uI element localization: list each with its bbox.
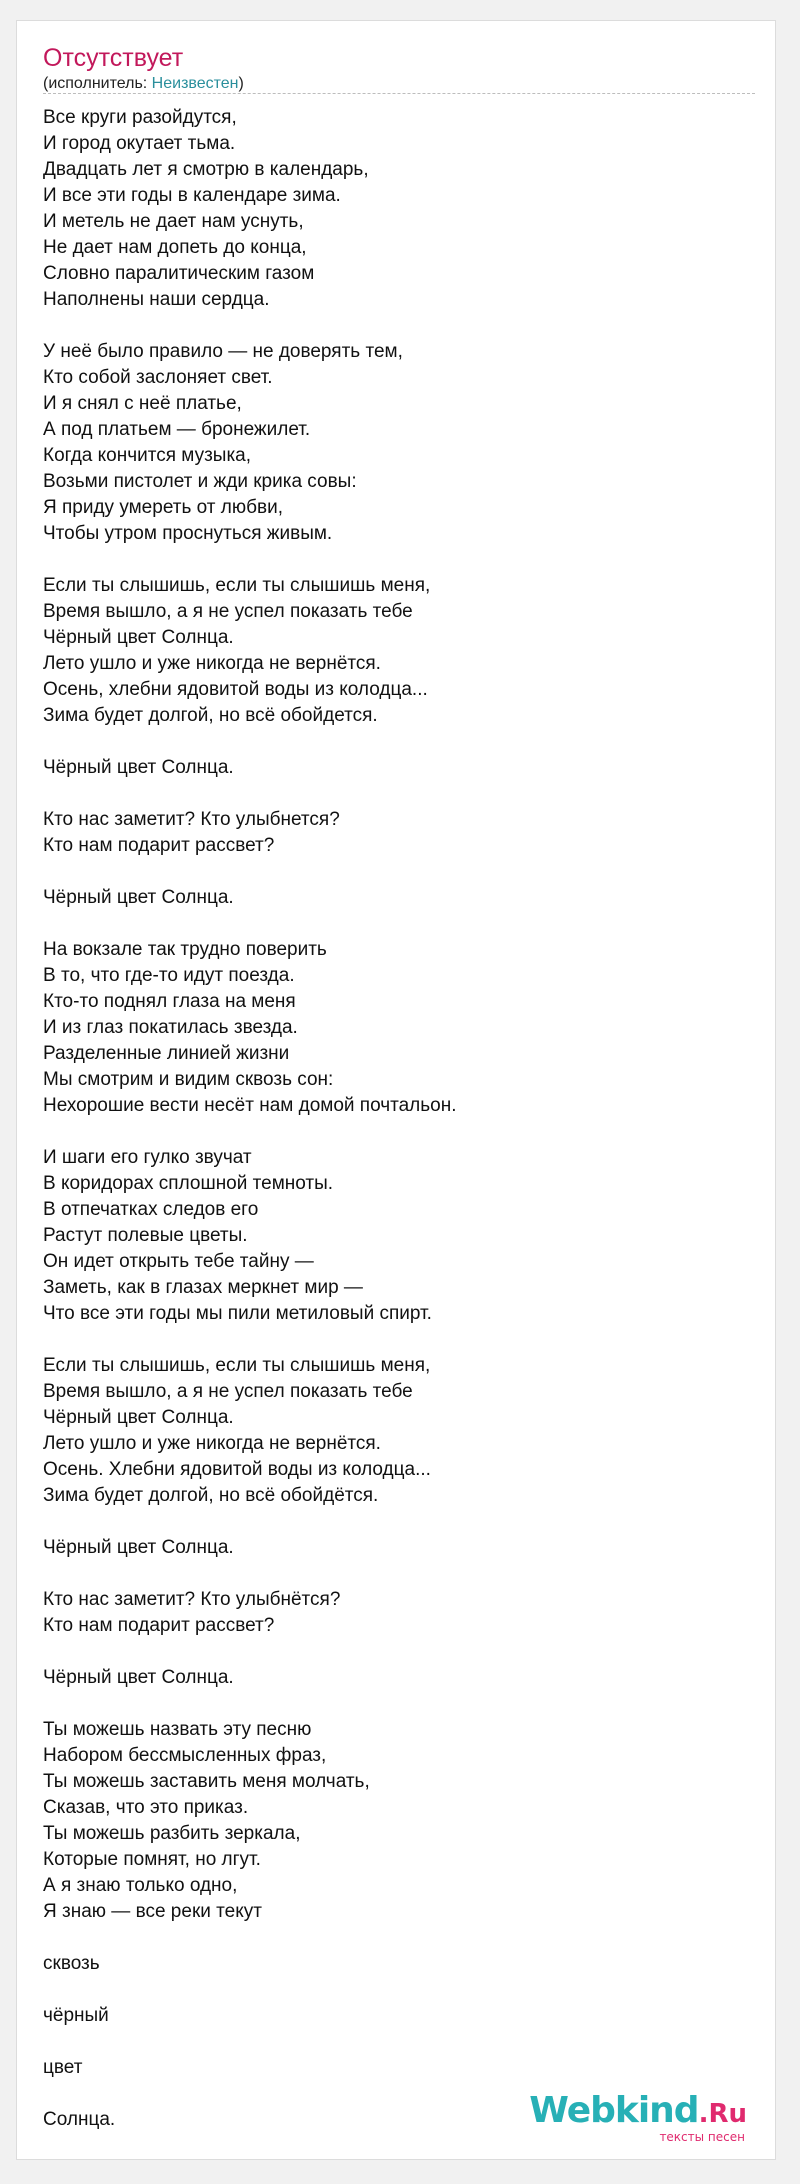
- lyrics-stanza: [43, 1535, 743, 1561]
- lyrics-line: Он идет открыть тебе тайну —: [43, 1251, 314, 1272]
- logo-name: Webkind: [529, 2090, 699, 2131]
- lyrics-stanza: [43, 1951, 743, 1977]
- lyrics-line: Осень. Хлебни ядовитой воды из колодца...: [43, 1459, 431, 1480]
- lyrics-stanza: [43, 573, 743, 729]
- artist-line: [43, 74, 244, 94]
- song-title: Отсутствует: [43, 44, 184, 72]
- lyrics-stanza: [43, 105, 743, 313]
- logo-wordmark: [529, 2092, 747, 2133]
- lyrics-line: Словно паралитическим газом: [43, 263, 315, 284]
- lyrics-line: И шаги его гулко звучат: [43, 1147, 252, 1168]
- lyrics-line: Если ты слышишь, если ты слышишь меня,: [43, 575, 431, 596]
- lyrics-line: А я знаю только одно,: [43, 1875, 238, 1896]
- logo-tagline: тексты песен: [659, 2130, 745, 2144]
- lyrics-line: Заметь, как в глазах меркнет мир —: [43, 1277, 363, 1298]
- artist-suffix: ): [238, 75, 244, 92]
- lyrics-line: цвет: [43, 2057, 83, 2078]
- lyrics-line: Чёрный цвет Солнца.: [43, 887, 234, 908]
- lyrics-line: Мы смотрим и видим сквозь сон:: [43, 1069, 334, 1090]
- lyrics-line: На вокзале так трудно поверить: [43, 939, 327, 960]
- lyrics-line: Сказав, что это приказ.: [43, 1797, 249, 1818]
- lyrics-line: Ты можешь разбить зеркала,: [43, 1823, 301, 1844]
- lyrics-stanza: [43, 937, 743, 1119]
- lyrics-line: В отпечатках следов его: [43, 1199, 259, 1220]
- lyrics-line: Кто нам подарит рассвет?: [43, 835, 275, 856]
- lyrics-line: Двадцать лет я смотрю в календарь,: [43, 159, 369, 180]
- artist-prefix: (исполнитель:: [43, 75, 152, 92]
- site-logo[interactable]: [529, 2092, 747, 2143]
- lyrics-line: И город окутает тьма.: [43, 133, 236, 154]
- lyrics-line: Чтобы утром проснуться живым.: [43, 523, 333, 544]
- lyrics-line: Лето ушло и уже никогда не вернётся.: [43, 653, 381, 674]
- lyrics-line: И я снял с неё платье,: [43, 393, 242, 414]
- lyrics-line: Зима будет долгой, но всё обойдется.: [43, 705, 378, 726]
- lyrics-line: Кто-то поднял глаза на меня: [43, 991, 296, 1012]
- lyrics-line: Набором бессмысленных фраз,: [43, 1745, 327, 1766]
- lyrics-line: Чёрный цвет Солнца.: [43, 627, 234, 648]
- lyrics-stanza: [43, 807, 743, 859]
- lyrics-stanza: [43, 1353, 743, 1509]
- lyrics-line: Время вышло, а я не успел показать тебе: [43, 1381, 413, 1402]
- lyrics-line: Чёрный цвет Солнца.: [43, 757, 234, 778]
- lyrics-line: Я приду умереть от любви,: [43, 497, 283, 518]
- lyrics-line: В то, что где-то идут поезда.: [43, 965, 295, 986]
- lyrics-line: У неё было правило — не доверять тем,: [43, 341, 403, 362]
- lyrics-stanza: [43, 1145, 743, 1327]
- lyrics-line: А под платьем — бронежилет.: [43, 419, 311, 440]
- artist-link[interactable]: Неизвестен: [151, 75, 239, 92]
- lyrics-line: Чёрный цвет Солнца.: [43, 1667, 234, 1688]
- lyrics-stanza: [43, 1665, 743, 1691]
- lyrics-line: Ты можешь заставить меня молчать,: [43, 1771, 370, 1792]
- lyrics-line: И метель не дает нам уснуть,: [43, 211, 304, 232]
- lyrics-line: Возьми пистолет и жди крика совы:: [43, 471, 357, 492]
- lyrics-line: Осень, хлебни ядовитой воды из колодца...: [43, 679, 428, 700]
- lyrics-line: И из глаз покатилась звезда.: [43, 1017, 298, 1038]
- lyrics-card: [16, 20, 776, 2160]
- lyrics-line: Разделенные линией жизни: [43, 1043, 290, 1064]
- lyrics-line: Кто нас заметит? Кто улыбнётся?: [43, 1589, 341, 1610]
- lyrics-line: Растут полевые цветы.: [43, 1225, 248, 1246]
- lyrics-line: Все круги разойдутся,: [43, 107, 237, 128]
- lyrics-stanza: [43, 1717, 743, 1925]
- lyrics-stanza: [43, 2003, 743, 2029]
- logo-tld: .Ru: [698, 2099, 747, 2129]
- lyrics-stanza: [43, 1587, 743, 1639]
- lyrics-line: Чёрный цвет Солнца.: [43, 1537, 234, 1558]
- lyrics-body: [43, 105, 743, 2133]
- lyrics-line: Зима будет долгой, но всё обойдётся.: [43, 1485, 379, 1506]
- lyrics-line: Лето ушло и уже никогда не вернётся.: [43, 1433, 381, 1454]
- lyrics-line: Что все эти годы мы пили метиловый спирт.: [43, 1303, 432, 1324]
- lyrics-line: Ты можешь назвать эту песню: [43, 1719, 312, 1740]
- lyrics-line: Кто нас заметит? Кто улыбнется?: [43, 809, 340, 830]
- lyrics-line: Кто собой заслоняет свет.: [43, 367, 273, 388]
- lyrics-line: Кто нам подарит рассвет?: [43, 1615, 275, 1636]
- lyrics-stanza: [43, 885, 743, 911]
- lyrics-line: Если ты слышишь, если ты слышишь меня,: [43, 1355, 431, 1376]
- lyrics-line: чёрный: [43, 2005, 109, 2026]
- lyrics-line: Которые помнят, но лгут.: [43, 1849, 261, 1870]
- lyrics-line: сквозь: [43, 1953, 100, 1974]
- lyrics-line: Наполнены наши сердца.: [43, 289, 270, 310]
- lyrics-line: Время вышло, а я не успел показать тебе: [43, 601, 413, 622]
- lyrics-stanza: [43, 339, 743, 547]
- lyrics-line: Нехорошие вести несёт нам домой почтальон.: [43, 1095, 457, 1116]
- lyrics-stanza: [43, 2055, 743, 2081]
- lyrics-line: Солнца.: [43, 2109, 116, 2130]
- lyrics-line: Когда кончится музыка,: [43, 445, 252, 466]
- title-divider: [43, 93, 755, 94]
- lyrics-line: И все эти годы в календаре зима.: [43, 185, 341, 206]
- lyrics-line: Чёрный цвет Солнца.: [43, 1407, 234, 1428]
- lyrics-line: Я знаю — все реки текут: [43, 1901, 262, 1922]
- lyrics-line: В коридорах сплошной темноты.: [43, 1173, 334, 1194]
- lyrics-stanza: [43, 755, 743, 781]
- lyrics-line: Не дает нам допеть до конца,: [43, 237, 307, 258]
